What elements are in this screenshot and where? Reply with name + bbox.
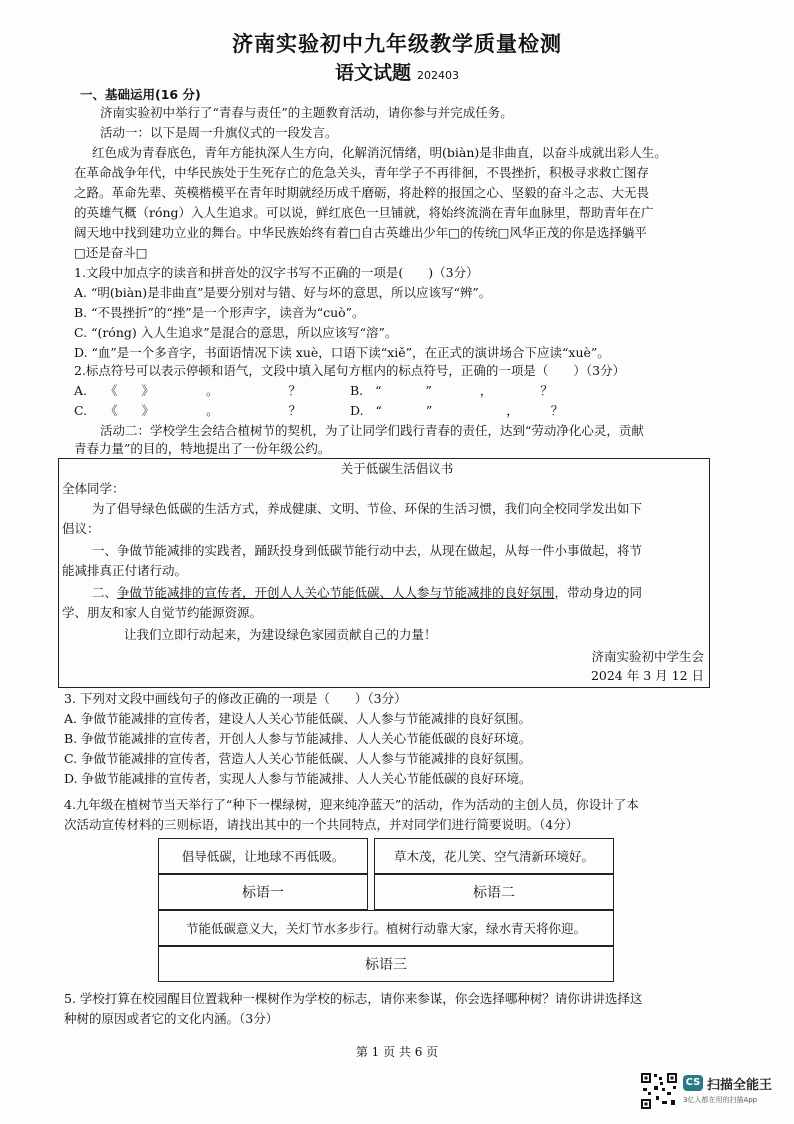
question-3-stem: 3. 下列对文段中画线句子的修改正确的一项是（ ）（3分） (64, 691, 407, 706)
question-4-stem: 4.九年级在植树节当天举行了“种下一棵绿树，迎来纯净蓝天”的活动，作为活动的主创人员，你设计了本 (64, 797, 639, 812)
proposal-paragraph: 倡议： (62, 521, 100, 536)
proposal-date: 2024 年 3 月 12 日 (590, 668, 704, 683)
proposal-signature: 济南实验初中学生会 (591, 649, 704, 664)
question-3-option-b: B. 争做节能减排的宣传者，开创人人参与节能减排、人人关心节能低碳的良好环境。 (64, 731, 532, 746)
section-heading: 一、基础运用(16 分) (80, 87, 201, 102)
passage-line: □还是奋斗□ (74, 245, 148, 260)
exam-code: 202403 (417, 69, 459, 82)
question-3-option-a: A. 争做节能减排的宣传者，建设人人关心节能低碳、人人参与节能减排的良好氛围。 (64, 711, 531, 726)
proposal-paragraph: 能减排真正付诸行动。 (62, 563, 188, 578)
question-1-option-b: B. “不畏挫折”的“挫”是一个形声字，读音为“cuò”。 (74, 305, 365, 320)
exam-title: 济南实验初中九年级教学质量检测 (232, 32, 562, 56)
activity1-text: 活动一：以下是周一升旗仪式的一段发言。 (100, 125, 338, 140)
proposal-paragraph: 一、争做节能减排的实践者，踊跃投身到低碳节能行动中去，从现在做起，从每一件小事做起，将节 (92, 543, 643, 558)
question-1-stem: 1.文段中加点字的读音和拼音处的汉字书写不正确的一项是( )（3分） (74, 265, 479, 280)
slogan-2-label: 标语二 (374, 874, 614, 910)
slogan-2: 草木茂，花儿笑、空气清新环境好。 (374, 838, 614, 874)
activity2-text-cont: 青春力量”的目的，特地提出了一份年级公约。 (74, 441, 331, 456)
question-2-option-b: B. “ ” ， ？ (350, 383, 553, 398)
scanner-app-name: 扫描全能王 (707, 1078, 773, 1093)
passage-line: 在革命战争年代，中华民族处于生死存亡的危急关头，青年学子不再徘徊，不畏挫折，积极寻求救亡图存 (74, 165, 650, 180)
question-1-option-c: C. “(róng) 入人生追求”是混合的意思，所以应该写“溶”。 (74, 325, 398, 340)
scanner-app-tagline: 3亿人都在用的扫描App (683, 1096, 758, 1104)
passage-line: 红色成为青春底色，青年方能执深人生方向，化解消沉情绪，明(biàn)是非曲直，以奋斗成就出彩人生。 (92, 145, 667, 160)
proposal-salutation: 全体同学： (62, 481, 125, 496)
proposal-paragraph: 为了倡导绿色低碳的生活方式，养成健康、文明、节俭、环保的生活习惯，我们向全校同学发出如下 (92, 501, 643, 516)
passage-line: 阔天地中找到建功立业的舞台。中华民族始终有着□自古英雄出少年□的传统□风华正茂的你是选择躺平 (74, 225, 647, 240)
question-3-option-c: C. 争做节能减排的宣传者，营造人人关心节能低碳、人人参与节能减排的良好氛围。 (64, 751, 532, 766)
question-5-stem-cont: 种树的原因或者它的文化内涵。（3分） (64, 1011, 279, 1026)
subject-title: 语文试题 (334, 62, 411, 84)
underlined-sentence: 争做节能减排的宣传者，开创人人关心节能低碳、人人参与节能减排的良好氛围 (117, 585, 555, 600)
proposal-title: 关于低碳生活倡议书 (340, 461, 454, 476)
question-2-option-d: D. “ ” ， ？ (350, 403, 564, 418)
activity2-text: 活动二：学校学生会结合植树节的契机，为了让同学们践行青春的责任，达到“劳动净化心灵，贡献 (100, 423, 644, 438)
question-1-option-d: D. “血”是一个多音字，书面语情况下读 xuè，口语下读“xiě”，在正式的演讲场合下应读“xuè”。 (74, 345, 610, 360)
question-3-option-d: D. 争做节能减排的宣传者，实现人人参与节能减排、人人关心节能低碳的良好环境。 (64, 771, 532, 786)
slogan-1-label: 标语一 (158, 874, 368, 910)
question-1-option-a: A. “明(biàn)是非曲直”是要分别对与错、好与坏的意思，所以应该写“辨”。 (74, 285, 492, 300)
scanner-logo-icon: CS (683, 1075, 703, 1091)
question-2-option-c: C. 《 》 。 ？ (74, 403, 302, 418)
slogan-3-label: 标语三 (158, 946, 614, 982)
proposal-closing: 让我们立即行动起来，为建设绿色家园贡献自己的力量！ (124, 627, 437, 642)
slogan-3: 节能低碳意义大，关灯节水多步行。植树行动靠大家，绿水青天将你迎。 (158, 910, 614, 946)
passage-line: 之路。革命先辈、英模楷模平在青年时期就经历成千磨砺，将赴粹的报国之心、坚毅的奋斗之志、大无畏 (74, 185, 650, 200)
intro-text: 济南实验初中举行了“青春与责任”的主题教育活动，请你参与并完成任务。 (100, 105, 513, 120)
exam-subtitle (0, 58, 794, 85)
question-2-stem: 2.标点符号可以表示停顿和语气，文段中填入尾句方框内的标点符号，正确的一项是（ ）（3分） (74, 363, 626, 378)
qr-code-icon (640, 1072, 678, 1110)
question-4-stem-cont: 次活动宣传材料的三则标语，请找出其中的一个共同特点，并对同学们进行简要说明。（4分） (64, 817, 579, 832)
proposal-paragraph-underlined: 二、争做节能减排的宣传者，开创人人关心节能低碳、人人参与节能减排的良好氛围，带动身边的同 (92, 585, 643, 600)
slogan-1: 倡导低碳，让地球不再低吸。 (158, 838, 368, 874)
question-5-stem: 5. 学校打算在校园醒目位置栽种一棵树作为学校的标志，请你来参谋，你会选择哪种树？请你讲讲选择这 (64, 991, 643, 1006)
proposal-paragraph: 学、朋友和家人自觉节约能源资源。 (62, 605, 263, 620)
page-number: 第 1 页 共 6 页 (355, 1045, 439, 1059)
question-2-option-a: A. 《 》 。 ？ (74, 383, 302, 398)
passage-line: 的英雄气概（róng）入人生追求。可以说，鲜红底色一旦铺就，将始终流淌在青年血脉里，帮助青年在广 (74, 205, 654, 220)
